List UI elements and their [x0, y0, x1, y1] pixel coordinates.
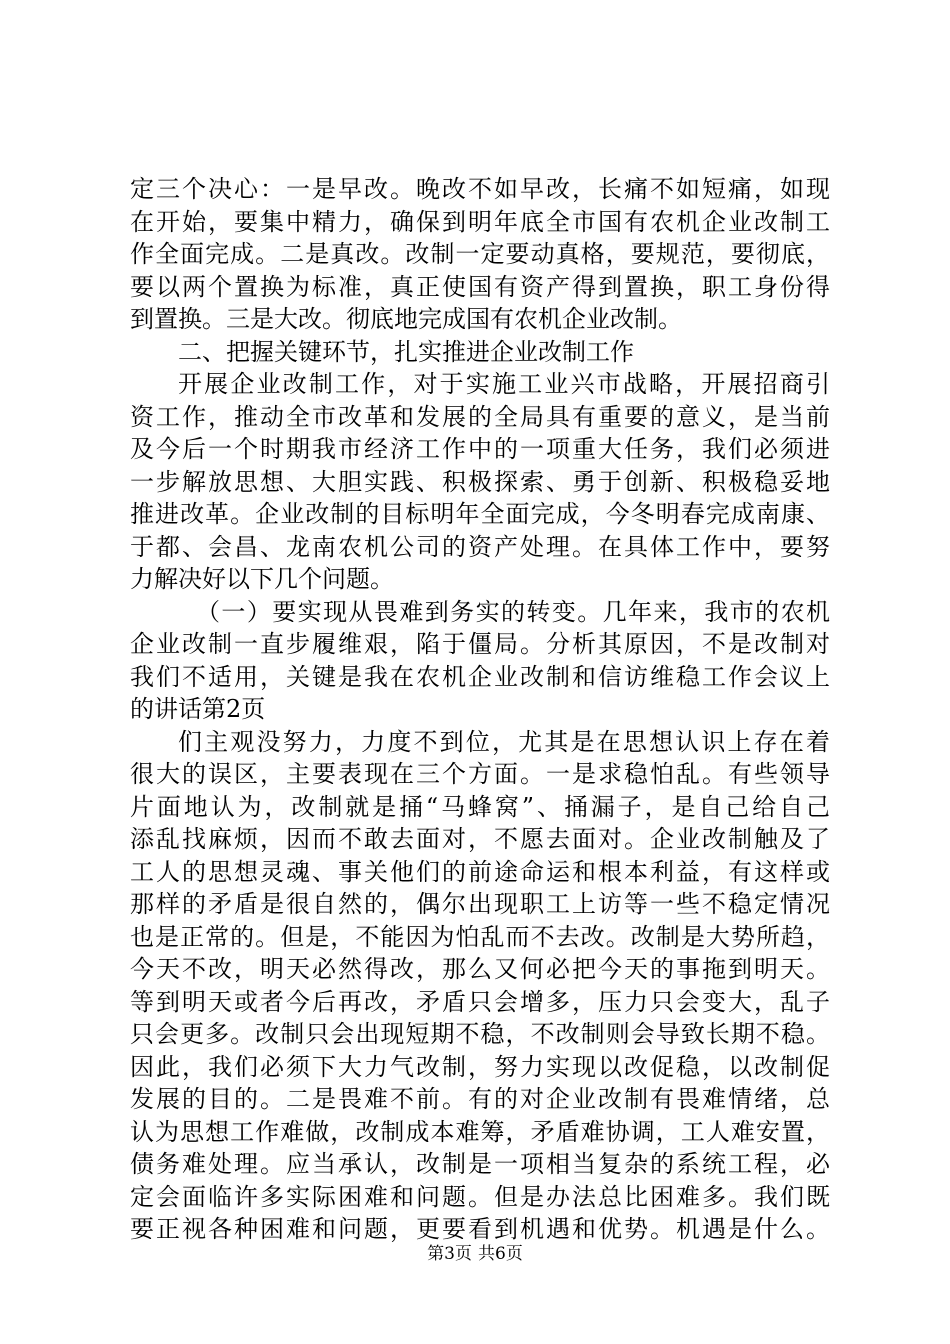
text-line: 要正视各种困难和问题，更要看到机遇和优势。机遇是什么。	[130, 1215, 830, 1243]
page-footer	[0, 1243, 950, 1265]
subsection-line: （一）要实现从畏难到务实的转变。几年来，我市的农机	[196, 597, 830, 626]
text-line: 等到明天或者今后再改，矛盾只会增多，压力只会变大，乱子	[130, 987, 830, 1016]
text-line: 及今后一个时期我市经济工作中的一项重大任务，我们必须进	[130, 435, 830, 463]
text-line: 添乱找麻烦，因而不敢去面对，不愿去面对。企业改制触及了	[130, 825, 830, 853]
text-line: 定三个决心：一是早改。晚改不如早改，长痛不如短痛，如现	[130, 175, 830, 203]
text-line: 定会面临许多实际困难和问题。但是办法总比困难多。我们既	[130, 1182, 830, 1211]
text-line: 的讲话第2页	[130, 695, 266, 723]
document-body	[130, 173, 830, 1246]
text-line: 今天不改，明天必然得改，那么又何必把今天的事拖到明天。	[130, 955, 830, 983]
text-line: 那样的矛盾是很自然的，偶尔出现职工上访等一些不稳定情况	[130, 890, 830, 918]
text-line: 我们不适用，关键是我在农机企业改制和信访维稳工作会议上	[130, 662, 830, 691]
text-line: 推进改革。企业改制的目标明年全面完成，今冬明春完成南康、	[130, 500, 830, 528]
page-total: 共6页	[478, 1244, 523, 1264]
text-line: 片面地认为，改制就是捅“马蜂窝”、捅漏子，是自己给自己	[130, 792, 830, 821]
page-number: 第3页	[427, 1244, 472, 1264]
text-line: 认为思想工作难做，改制成本难筹，矛盾难协调，工人难安置，	[130, 1117, 830, 1146]
text-line: 力解决好以下几个问题。	[130, 565, 394, 593]
text-line: 也是正常的。但是，不能因为怕乱而不去改。改制是大势所趋，	[130, 922, 830, 951]
section-heading: 二、把握关键环节，扎实推进企业改制工作	[178, 337, 634, 366]
text-line: 工人的思想灵魂、事关他们的前途命运和根本利益，有这样或	[130, 857, 830, 886]
text-line: 一步解放思想、大胆实践、积极探索、勇于创新、积极稳妥地	[130, 467, 830, 496]
text-line: 于都、会昌、龙南农机公司的资产处理。在具体工作中，要努	[130, 532, 830, 561]
text-line: 资工作，推动全市改革和发展的全局具有重要的意义，是当前	[130, 402, 830, 431]
text-line: 只会更多。改制只会出现短期不稳，不改制则会导致长期不稳。	[130, 1020, 830, 1048]
text-line: 发展的目的。二是畏难不前。有的对企业改制有畏难情绪，总	[130, 1085, 830, 1113]
text-line: 开展企业改制工作，对于实施工业兴市战略，开展招商引	[178, 370, 830, 398]
text-line: 要以两个置换为标准，真正使国有资产得到置换，职工身份得	[130, 272, 830, 301]
text-line: 因此，我们必须下大力气改制，努力实现以改促稳，以改制促	[130, 1052, 830, 1081]
text-line: 到置换。三是大改。彻底地完成国有农机企业改制。	[130, 305, 682, 333]
text-line: 们主观没努力，力度不到位，尤其是在思想认识上存在着	[178, 727, 830, 756]
text-line: 在开始，要集中精力，确保到明年底全市国有农机企业改制工	[130, 207, 830, 236]
text-line: 债务难处理。应当承认，改制是一项相当复杂的系统工程，必	[130, 1150, 830, 1178]
text-line: 企业改制一直步履维艰，陷于僵局。分析其原因，不是改制对	[130, 630, 830, 658]
text-line: 作全面完成。二是真改。改制一定要动真格，要规范，要彻底，	[130, 240, 830, 268]
text-line: 很大的误区，主要表现在三个方面。一是求稳怕乱。有些领导	[130, 760, 830, 788]
